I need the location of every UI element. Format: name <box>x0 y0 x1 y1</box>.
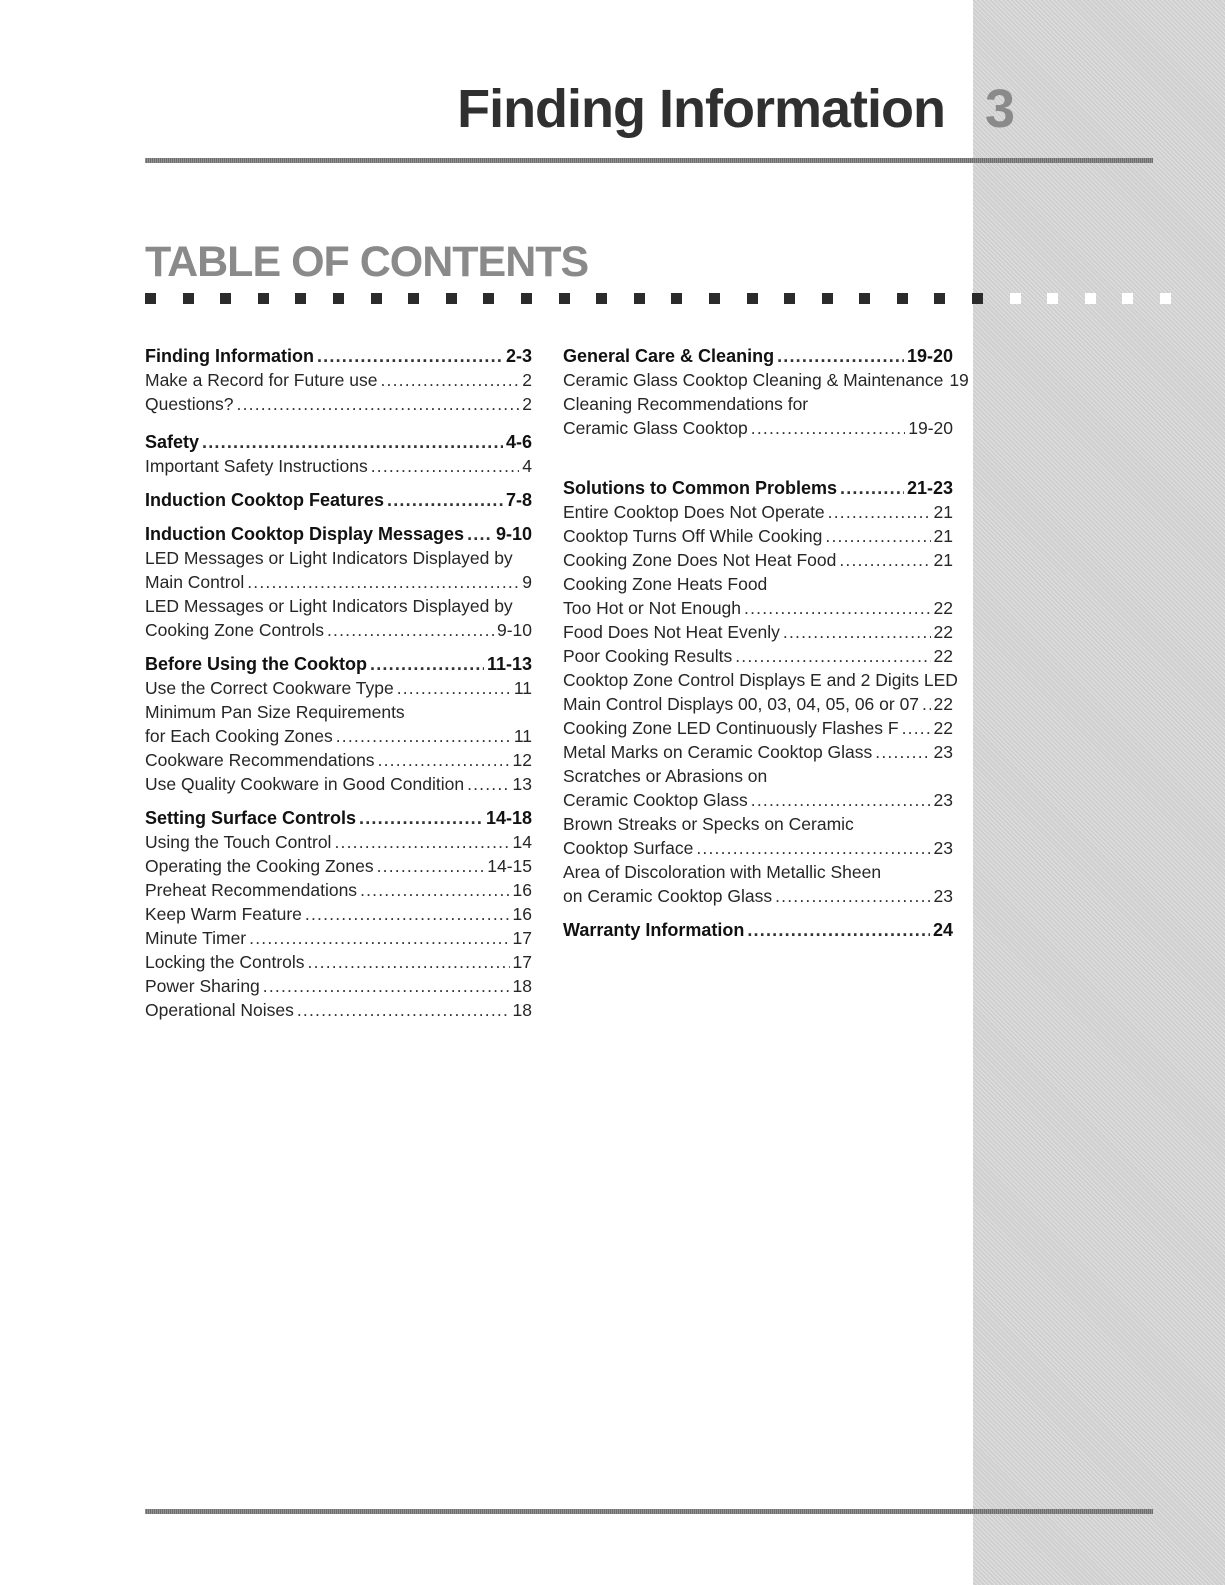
side-tab-band <box>973 0 1225 1585</box>
toc-entry[interactable]: Using the Touch Control ..... 14 <box>145 830 532 854</box>
toc-entry[interactable]: Cookware Recommendations ..... 12 <box>145 748 532 772</box>
toc-section-heading[interactable]: Before Using the Cooktop ..... 11-13 <box>145 652 532 676</box>
toc-section-heading[interactable]: Safety ..... 4-6 <box>145 430 532 454</box>
toc-entry-line: LED Messages or Light Indicators Displayed by <box>145 548 513 568</box>
decorative-square-row <box>145 293 1165 305</box>
decorative-square <box>972 293 983 304</box>
toc-entry-line: Scratches or Abrasions on <box>563 766 768 786</box>
page-number: 3 <box>985 79 1016 139</box>
decorative-square <box>446 293 457 304</box>
toc-entry[interactable]: on Ceramic Cooktop Glass ..... 23 <box>563 884 953 908</box>
decorative-square <box>709 293 720 304</box>
toc-entry[interactable]: Cooking Zone LED Continuously Flashes F ..... 22 <box>563 716 953 740</box>
decorative-square <box>521 293 532 304</box>
decorative-square <box>822 293 833 304</box>
toc-entry[interactable]: Important Safety Instructions ..... 4 <box>145 454 532 478</box>
toc-section-heading[interactable]: Solutions to Common Problems ..... 21-23 <box>563 476 953 500</box>
toc-entry-line: Minimum Pan Size Requirements <box>145 702 405 722</box>
toc-entry[interactable]: Cooktop Surface ..... 23 <box>563 836 953 860</box>
toc-entry-line: Cooktop Zone Control Displays E and 2 Digits LED <box>563 670 958 690</box>
page-title: Finding Information <box>457 79 945 139</box>
decorative-square <box>483 293 494 304</box>
decorative-square <box>333 293 344 304</box>
decorative-square <box>220 293 231 304</box>
toc-entry-line: Cleaning Recommendations for <box>563 394 809 414</box>
toc-entry[interactable]: Cooking Zone Controls ..... 9-10 <box>145 618 532 642</box>
toc-section-heading[interactable]: Setting Surface Controls ..... 14-18 <box>145 806 532 830</box>
decorative-square <box>371 293 382 304</box>
toc-entry[interactable]: for Each Cooking Zones ..... 11 <box>145 724 532 748</box>
decorative-square <box>183 293 194 304</box>
toc-entry[interactable]: Entire Cooktop Does Not Operate ..... 21 <box>563 500 953 524</box>
toc-entry[interactable]: Keep Warm Feature ..... 16 <box>145 902 532 926</box>
toc-column-left <box>145 344 532 1022</box>
decorative-square <box>1085 293 1096 304</box>
decorative-square <box>897 293 908 304</box>
toc-entry-line: Brown Streaks or Specks on Ceramic <box>563 814 854 834</box>
toc-section-heading[interactable]: Finding Information ..... 2-3 <box>145 344 532 368</box>
decorative-square <box>634 293 645 304</box>
toc-entry[interactable]: Food Does Not Heat Evenly ..... 22 <box>563 620 953 644</box>
toc-entry[interactable]: Locking the Controls ..... 17 <box>145 950 532 974</box>
decorative-square <box>859 293 870 304</box>
decorative-square <box>408 293 419 304</box>
decorative-square <box>747 293 758 304</box>
toc-title: TABLE OF CONTENTS <box>145 238 589 286</box>
toc-section-heading[interactable]: Induction Cooktop Display Messages ..... 9-10 <box>145 522 532 546</box>
toc-entry[interactable]: Use Quality Cookware in Good Condition ..... 13 <box>145 772 532 796</box>
toc-entry-line: LED Messages or Light Indicators Displayed by <box>145 596 513 616</box>
toc-entry-line: Area of Discoloration with Metallic Sheen <box>563 862 882 882</box>
toc-entry[interactable]: Ceramic Cooktop Glass ..... 23 <box>563 788 953 812</box>
toc-entry[interactable]: Preheat Recommendations ..... 16 <box>145 878 532 902</box>
decorative-square <box>258 293 269 304</box>
header-rule <box>145 158 1153 163</box>
decorative-square <box>1010 293 1021 304</box>
decorative-square <box>145 293 156 304</box>
toc-entry[interactable]: Metal Marks on Ceramic Cooktop Glass ..... 23 <box>563 740 953 764</box>
toc-section-heading[interactable]: Warranty Information ..... 24 <box>563 918 953 942</box>
decorative-square <box>1160 293 1171 304</box>
decorative-square <box>559 293 570 304</box>
decorative-square <box>1047 293 1058 304</box>
toc-section-heading[interactable]: General Care & Cleaning ..... 19-20 <box>563 344 953 368</box>
toc-column-right <box>563 344 969 942</box>
footer-rule <box>145 1509 1153 1514</box>
decorative-square <box>934 293 945 304</box>
toc-entry[interactable]: Make a Record for Future use ..... 2 <box>145 368 532 392</box>
toc-entry[interactable]: Main Control ..... 9 <box>145 570 532 594</box>
decorative-square <box>295 293 306 304</box>
toc-section-heading[interactable]: Induction Cooktop Features ..... 7-8 <box>145 488 532 512</box>
decorative-square <box>784 293 795 304</box>
toc-entry[interactable]: Minute Timer ..... 17 <box>145 926 532 950</box>
toc-entry[interactable]: Main Control Displays 00, 03, 04, 05, 06 or 07 ..... 22 <box>563 692 953 716</box>
toc-entry[interactable]: Use the Correct Cookware Type ..... 11 <box>145 676 532 700</box>
toc-entry[interactable]: Too Hot or Not Enough ..... 22 <box>563 596 953 620</box>
toc-entry[interactable]: Cooktop Turns Off While Cooking ..... 21 <box>563 524 953 548</box>
toc-entry[interactable]: Ceramic Glass Cooktop ..... 19-20 <box>563 416 953 440</box>
decorative-square <box>671 293 682 304</box>
toc-entry-line: Cooking Zone Heats Food <box>563 574 768 594</box>
decorative-square <box>1122 293 1133 304</box>
toc-entry[interactable]: Operating the Cooking Zones ..... 14-15 <box>145 854 532 878</box>
toc-entry[interactable]: Questions? ..... 2 <box>145 392 532 416</box>
toc-entry[interactable]: Cooking Zone Does Not Heat Food ..... 21 <box>563 548 953 572</box>
toc-entry[interactable]: Ceramic Glass Cooktop Cleaning & Maintenance 19 <box>563 370 969 390</box>
toc-entry[interactable]: Poor Cooking Results ..... 22 <box>563 644 953 668</box>
toc-entry[interactable]: Power Sharing ..... 18 <box>145 974 532 998</box>
toc-entry[interactable]: Operational Noises ..... 18 <box>145 998 532 1022</box>
decorative-square <box>596 293 607 304</box>
